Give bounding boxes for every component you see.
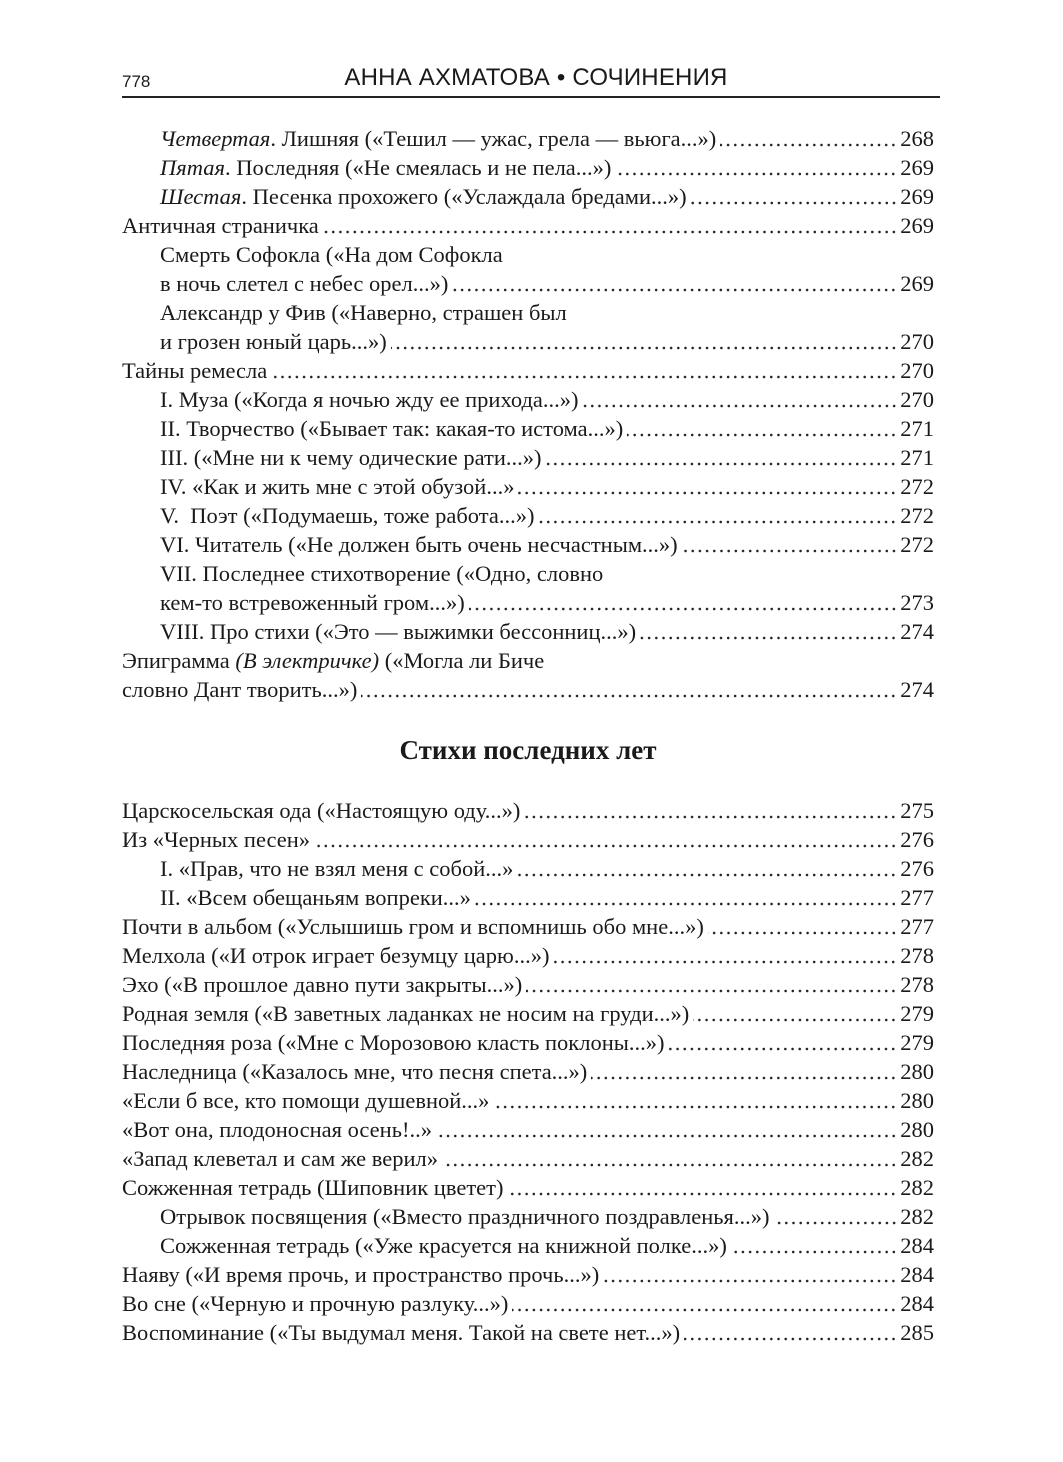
entry-page: 270 bbox=[900, 387, 934, 412]
leader-dots bbox=[583, 385, 898, 414]
entry-page: 282 bbox=[900, 1146, 934, 1171]
leader-dots bbox=[452, 269, 897, 298]
leader-dots bbox=[314, 825, 897, 854]
leader-dots bbox=[684, 1318, 897, 1347]
entry-page: 269 bbox=[900, 213, 934, 238]
page-number: 778 bbox=[122, 72, 151, 91]
leader-dots bbox=[627, 414, 897, 443]
leader-dots bbox=[493, 1086, 897, 1115]
toc-entry bbox=[122, 617, 934, 646]
entry-page: 270 bbox=[900, 329, 934, 354]
toc-entry bbox=[122, 124, 934, 153]
toc-entry bbox=[122, 1231, 934, 1260]
entry-title: VI. Читатель («Не должен быть очень несчастным...») bbox=[160, 532, 678, 557]
entry-page: 269 bbox=[900, 155, 934, 180]
running-header bbox=[122, 64, 940, 98]
leader-dots bbox=[507, 1173, 897, 1202]
toc-entry bbox=[122, 1057, 934, 1086]
entry-first-line: Александр у Фив («Наверно, страшен был bbox=[160, 300, 567, 325]
entry-title: V. Поэт («Подумаешь, тоже работа...») bbox=[160, 503, 535, 528]
toc-entry bbox=[122, 443, 934, 472]
entry-first-line bbox=[122, 646, 934, 675]
entry-page: 274 bbox=[900, 677, 934, 702]
leader-dots bbox=[668, 1028, 897, 1057]
toc-entry bbox=[122, 356, 934, 385]
entry-page: 282 bbox=[900, 1175, 934, 1200]
entry-italic: Четвертая bbox=[160, 126, 271, 151]
leader-dots bbox=[708, 912, 897, 941]
toc-entry bbox=[122, 854, 934, 883]
entry-italic: Шестая bbox=[160, 184, 242, 209]
entry-title: Тайны ремесла bbox=[122, 358, 268, 383]
entry-title: Отрывок посвящения («Вместо праздничного поздравленья...») bbox=[160, 1204, 770, 1229]
toc-entry bbox=[122, 530, 934, 559]
entry-title: . Лишняя («Тешил — ужас, грела — вьюга...») bbox=[270, 126, 717, 151]
entry-title: IV. «Как и жить мне с этой обузой...» bbox=[160, 474, 515, 499]
toc-entry bbox=[122, 999, 934, 1028]
leader-dots bbox=[436, 1115, 897, 1144]
toc-entry bbox=[122, 327, 934, 356]
entry-page: 271 bbox=[900, 416, 934, 441]
leader-dots bbox=[526, 970, 897, 999]
entry-italic: (В электричке) bbox=[235, 648, 380, 673]
entry-page: 284 bbox=[900, 1262, 934, 1287]
leader-dots bbox=[603, 1260, 897, 1289]
entry-title: словно Дант творить...») bbox=[122, 677, 358, 702]
entry-title: Родная земля («В заветных ладанках не носим на груди...») bbox=[122, 1001, 690, 1026]
entry-title: Воспоминание («Ты выдумал меня. Такой на свете нет...») bbox=[122, 1320, 681, 1345]
entry-page: 270 bbox=[900, 358, 934, 383]
leader-dots bbox=[524, 796, 897, 825]
toc-entry bbox=[122, 1144, 934, 1173]
entry-title: II. «Всем обещаньям вопреки...» bbox=[160, 885, 471, 910]
entry-title: Сожженная тетрадь («Уже красуется на книжной полке...») bbox=[160, 1233, 727, 1258]
leader-dots bbox=[518, 472, 897, 501]
entry-title: кем-то встревоженный гром...») bbox=[160, 590, 465, 615]
entry-title: I. Муза («Когда я ночью жду ее прихода...») bbox=[160, 387, 579, 412]
leader-dots bbox=[720, 124, 897, 153]
toc-entry bbox=[122, 1260, 934, 1289]
entry-title: «Вот она, плодоносная осень!..» bbox=[122, 1117, 432, 1142]
toc-entry bbox=[122, 1028, 934, 1057]
entry-page: 278 bbox=[900, 943, 934, 968]
leader-dots bbox=[538, 501, 897, 530]
entry-page: 280 bbox=[900, 1059, 934, 1084]
entry-first-line: VII. Последнее стихотворение («Одно, словно bbox=[160, 561, 604, 586]
leader-dots bbox=[615, 153, 897, 182]
toc-entry bbox=[122, 970, 934, 999]
entry-page: 268 bbox=[900, 126, 934, 151]
toc-entry bbox=[122, 501, 934, 530]
toc-section-2 bbox=[122, 796, 934, 1347]
toc-entry bbox=[122, 182, 934, 211]
toc-entry bbox=[122, 796, 934, 825]
entry-page: 269 bbox=[900, 271, 934, 296]
toc-entry bbox=[122, 941, 934, 970]
leader-dots bbox=[731, 1231, 897, 1260]
entry-title: в ночь слетел с небес орел...») bbox=[160, 271, 449, 296]
entry-page: 277 bbox=[900, 885, 934, 910]
entry-title: Сожженная тетрадь (Шиповник цветет) bbox=[122, 1175, 504, 1200]
leader-dots bbox=[545, 443, 897, 472]
toc-entry bbox=[122, 825, 934, 854]
leader-dots bbox=[774, 1202, 898, 1231]
entry-page: 277 bbox=[900, 914, 934, 939]
leader-dots bbox=[591, 1057, 897, 1086]
entry-page: 272 bbox=[900, 503, 934, 528]
leader-dots bbox=[553, 941, 897, 970]
entry-title: VIII. Про стихи («Это — выжимки бессонниц...») bbox=[160, 619, 637, 644]
entry-page: 279 bbox=[900, 1001, 934, 1026]
toc-entry bbox=[122, 1289, 934, 1318]
toc-entry bbox=[122, 588, 934, 617]
entry-page: 272 bbox=[900, 474, 934, 499]
entry-title: Последняя роза («Мне с Морозовою класть поклоны...») bbox=[122, 1030, 665, 1055]
entry-page: 285 bbox=[900, 1320, 934, 1345]
entry-title: Мелхола («И отрок играет безумцу царю...») bbox=[122, 943, 550, 968]
entry-title: Наследница («Казалось мне, что песня спета...») bbox=[122, 1059, 588, 1084]
toc-entry bbox=[122, 1173, 934, 1202]
entry-title: Царскосельская ода («Настоящую оду...») bbox=[122, 798, 521, 823]
entry-italic: Пятая bbox=[160, 155, 225, 180]
leader-dots bbox=[323, 211, 897, 240]
entry-page: 276 bbox=[900, 856, 934, 881]
leader-dots bbox=[693, 999, 897, 1028]
toc-entry bbox=[122, 675, 934, 704]
toc-entry bbox=[122, 1086, 934, 1115]
entry-page: 282 bbox=[900, 1204, 934, 1229]
leader-dots bbox=[469, 588, 898, 617]
leader-dots bbox=[271, 356, 897, 385]
leader-dots bbox=[391, 327, 898, 356]
leader-dots bbox=[361, 675, 897, 704]
leader-dots bbox=[682, 530, 898, 559]
toc-entry bbox=[122, 1115, 934, 1144]
entry-title: и грозен юный царь...») bbox=[160, 329, 387, 354]
entry-title: II. Творчество («Бывает так: какая-то истома...») bbox=[160, 416, 624, 441]
entry-page: 280 bbox=[900, 1088, 934, 1113]
entry-title: Эпиграмма bbox=[122, 648, 236, 673]
entry-first-line: Смерть Софокла («На дом Софокла bbox=[160, 242, 503, 267]
leader-dots bbox=[475, 883, 897, 912]
section-heading: Стихи последних лет bbox=[399, 735, 657, 765]
toc-entry bbox=[122, 414, 934, 443]
toc-entry bbox=[122, 385, 934, 414]
entry-title: Из «Черных песен» bbox=[122, 827, 311, 852]
toc-entry bbox=[122, 912, 934, 941]
leader-dots bbox=[512, 1289, 897, 1318]
toc-entry bbox=[122, 211, 934, 240]
entry-title: Во сне («Черную и прочную разлуку...») bbox=[122, 1291, 509, 1316]
entry-title: «Запад клеветал и сам же верил» bbox=[122, 1146, 438, 1171]
entry-page: 279 bbox=[900, 1030, 934, 1055]
leader-dots bbox=[517, 854, 897, 883]
entry-page: 272 bbox=[900, 532, 934, 557]
entry-page: 276 bbox=[900, 827, 934, 852]
running-title: АННА АХМАТОВА • СОЧИНЕНИЯ bbox=[344, 64, 728, 91]
entry-title: I. «Прав, что не взял меня с собой...» bbox=[160, 856, 514, 881]
entry-title: Наяву («И время прочь, и пространство прочь...») bbox=[122, 1262, 600, 1287]
entry-page: 273 bbox=[900, 590, 934, 615]
toc-entry bbox=[122, 883, 934, 912]
entry-title: . Последняя («Не смеялась и не пела...») bbox=[224, 155, 612, 180]
entry-title: («Могла ли Биче bbox=[379, 648, 545, 673]
entry-title: Почти в альбом («Услышишь гром и вспомнишь обо мне...») bbox=[122, 914, 704, 939]
entry-title: «Если б все, кто помощи душевной...» bbox=[122, 1088, 490, 1113]
entry-page: 278 bbox=[900, 972, 934, 997]
entry-page: 271 bbox=[900, 445, 934, 470]
entry-title: Эхо («В прошлое давно пути закрыты...») bbox=[122, 972, 523, 997]
leader-dots bbox=[691, 182, 898, 211]
leader-dots bbox=[442, 1144, 897, 1173]
toc-section-1 bbox=[122, 124, 934, 704]
entry-title: . Песенка прохожего («Услаждала бредами...») bbox=[241, 184, 687, 209]
entry-page: 274 bbox=[900, 619, 934, 644]
toc-entry bbox=[122, 153, 934, 182]
entry-page: 269 bbox=[900, 184, 934, 209]
toc-entry bbox=[122, 1202, 934, 1231]
entry-page: 275 bbox=[900, 798, 934, 823]
entry-page: 284 bbox=[900, 1291, 934, 1316]
entry-page: 280 bbox=[900, 1117, 934, 1142]
entry-title: Античная страничка bbox=[122, 213, 319, 238]
leader-dots bbox=[640, 617, 897, 646]
toc-entry bbox=[122, 1318, 934, 1347]
toc-entry bbox=[122, 472, 934, 501]
entry-page: 284 bbox=[900, 1233, 934, 1258]
toc-entry bbox=[122, 269, 934, 298]
entry-title: III. («Мне ни к чему одические рати...») bbox=[160, 445, 542, 470]
